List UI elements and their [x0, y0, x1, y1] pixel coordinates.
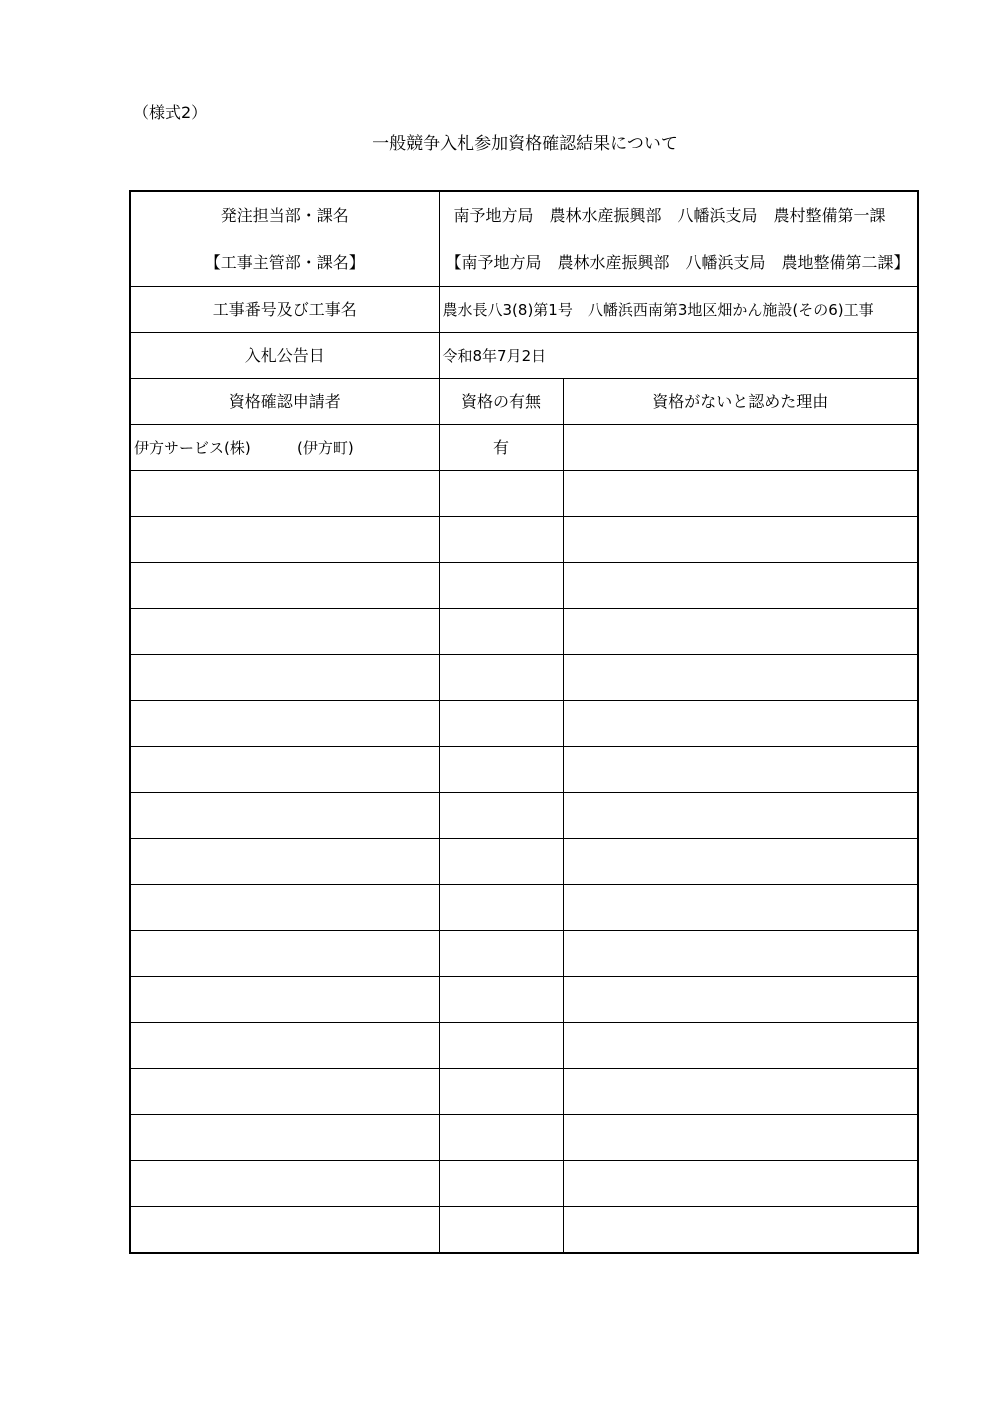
reason-cell [563, 425, 918, 471]
eligibility-column-header: 資格の有無 [439, 379, 563, 425]
reason-column-header: 資格がないと認めた理由 [563, 379, 918, 425]
table-row [130, 517, 918, 563]
table-row [130, 1207, 918, 1254]
reason-cell [563, 931, 918, 977]
table-row [130, 793, 918, 839]
order-dept-value: 南予地方局 農林水産振興部 八幡浜支局 農村整備第一課 [453, 206, 886, 225]
eligibility-cell [439, 563, 563, 609]
form-number: （様式2） [133, 103, 208, 122]
work-label: 工事番号及び工事名 [130, 287, 439, 333]
table-row [130, 747, 918, 793]
applicant-cell [130, 517, 439, 563]
dept-value-cell [439, 191, 918, 287]
reason-cell [563, 885, 918, 931]
reason-cell [563, 1069, 918, 1115]
applicant-cell [130, 839, 439, 885]
eligibility-cell [439, 701, 563, 747]
applicant-cell [130, 793, 439, 839]
reason-cell [563, 1207, 918, 1254]
notice-date-label: 入札公告日 [130, 333, 439, 379]
eligibility-cell [439, 1023, 563, 1069]
eligibility-cell [439, 1207, 563, 1254]
reason-cell [563, 839, 918, 885]
reason-cell [563, 655, 918, 701]
table-row [130, 1069, 918, 1115]
notice-date-value: 令和8年7月2日 [439, 333, 918, 379]
dept-label-cell [130, 191, 439, 287]
applicant-cell [130, 655, 439, 701]
document-title: 一般競争入札参加資格確認結果について [372, 134, 678, 154]
notice-date-row [130, 333, 918, 379]
order-dept-label: 発注担当部・課名 [220, 206, 349, 225]
eligibility-cell [439, 747, 563, 793]
applicant-town: (伊方町) [297, 438, 354, 457]
column-header-row [130, 379, 918, 425]
reason-cell [563, 563, 918, 609]
applicant-cell [130, 885, 439, 931]
reason-cell [563, 747, 918, 793]
applicant-cell [130, 701, 439, 747]
eligibility-cell [439, 655, 563, 701]
table-row [130, 931, 918, 977]
applicant-cell [130, 471, 439, 517]
eligibility-cell [439, 885, 563, 931]
table-row [130, 839, 918, 885]
applicant-cell [130, 1069, 439, 1115]
eligibility-cell [439, 977, 563, 1023]
table-row [130, 1161, 918, 1207]
eligibility-cell [439, 471, 563, 517]
applicant-cell [130, 1115, 439, 1161]
table-row [130, 563, 918, 609]
eligibility-cell [439, 517, 563, 563]
eligibility-cell [439, 793, 563, 839]
table-row [130, 885, 918, 931]
eligibility-cell [439, 1161, 563, 1207]
reason-cell [563, 793, 918, 839]
work-value: 農水長八3(8)第1号 八幡浜西南第3地区畑かん施設(その6)工事 [439, 287, 918, 333]
reason-cell [563, 977, 918, 1023]
eligibility-result-table [129, 190, 919, 1254]
table-row [130, 425, 918, 471]
reason-cell [563, 1161, 918, 1207]
dept-row [130, 191, 918, 287]
table-row [130, 655, 918, 701]
applicant-cell [130, 931, 439, 977]
reason-cell [563, 517, 918, 563]
eligibility-cell [439, 839, 563, 885]
applicant-cell [130, 1023, 439, 1069]
eligibility-cell: 有 [439, 425, 563, 471]
applicant-cell [130, 563, 439, 609]
applicant-cell [130, 747, 439, 793]
table-row [130, 977, 918, 1023]
applicant-cell [130, 1207, 439, 1254]
eligibility-cell [439, 609, 563, 655]
reason-cell [563, 471, 918, 517]
reason-cell [563, 1115, 918, 1161]
supervising-dept-value: 【南予地方局 農林水産振興部 八幡浜支局 農地整備第二課】 [445, 253, 910, 272]
table-row [130, 1023, 918, 1069]
eligibility-cell [439, 1069, 563, 1115]
table-row [130, 701, 918, 747]
table-row [130, 609, 918, 655]
applicant-cell [130, 1161, 439, 1207]
table-row [130, 471, 918, 517]
applicant-column-header: 資格確認申請者 [130, 379, 439, 425]
supervising-dept-label: 【工事主管部・課名】 [204, 253, 365, 272]
applicant-cell [130, 609, 439, 655]
table-row [130, 1115, 918, 1161]
reason-cell [563, 1023, 918, 1069]
reason-cell [563, 701, 918, 747]
reason-cell [563, 609, 918, 655]
applicant-cell [130, 425, 439, 471]
eligibility-cell [439, 931, 563, 977]
work-row [130, 287, 918, 333]
applicant-cell [130, 977, 439, 1023]
eligibility-cell [439, 1115, 563, 1161]
applicant-name: 伊方サービス(株) [134, 438, 251, 457]
